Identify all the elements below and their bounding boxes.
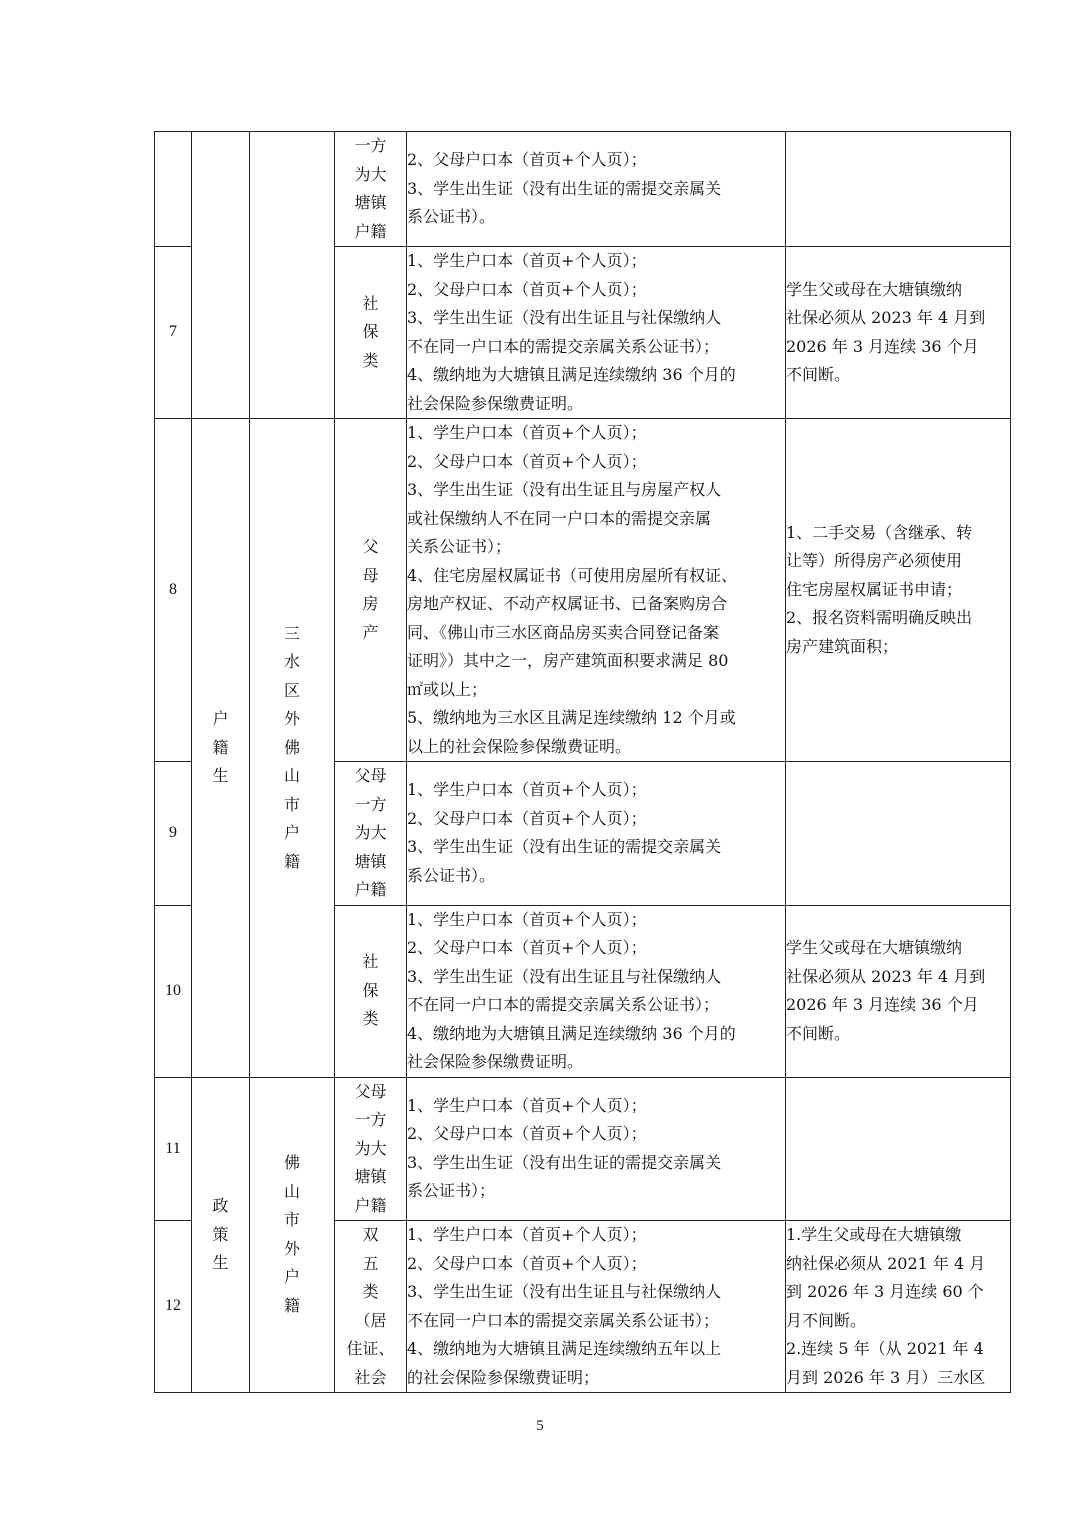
- category-cell: 社 保 类: [335, 247, 407, 419]
- category-cell: 一方 为大 塘镇 户籍: [335, 132, 407, 247]
- region-foshan-outside: 佛 山 市 外 户 籍: [250, 1077, 335, 1393]
- row-number: 11: [155, 1077, 192, 1221]
- notes-cell: [786, 1077, 1011, 1221]
- region-sanshui-outside: 三 水 区 外 佛 山 市 户 籍: [250, 419, 335, 1078]
- student-type-cell-blank: [192, 132, 250, 419]
- row-number: 12: [155, 1221, 192, 1393]
- enrollment-requirements-table: [154, 131, 1011, 1393]
- notes-cell: 1.学生父或母在大塘镇缴 纳社保必须从 2021 年 4 月 到 2026 年 3 月连续 60 个 月不间断。 2.连续 5 年（从 2021 年 4 月到 2026 年 3 月）三水区: [786, 1221, 1011, 1393]
- category-cell: 父母 一方 为大 塘镇 户籍: [335, 762, 407, 906]
- notes-cell: 1、二手交易（含继承、转 让等）所得房产必须使用 住宅房屋权属证书申请； 2、报名资料需明确反映出 房产建筑面积；: [786, 419, 1011, 762]
- requirements-cell: 1、学生户口本（首页+个人页）； 2、父母户口本（首页+个人页）； 3、学生出生证（没有出生证的需提交亲属关 系公证书）；: [407, 1077, 786, 1221]
- notes-cell: [786, 132, 1011, 247]
- student-type-zhengce: 政 策 生: [192, 1077, 250, 1393]
- requirements-cell: 1、学生户口本（首页+个人页）； 2、父母户口本（首页+个人页）； 3、学生出生证（没有出生证且与房屋产权人 或社保缴纳人不在同一户口本的需提交亲属 关系公证书）； 4、住宅房屋权属证书（可使用房屋所有权证、 房地产权证、不动产权属证书、已备案购房合 同、《佛山市三水区商品房买卖合同登记备案 证明》）其中之一，房产建筑面积要求满足 80 ㎡或以上； 5、缴纳地为三水区且满足连续缴纳 12 个月或 以上的社会保险参保缴费证明。: [407, 419, 786, 762]
- row-number: 10: [155, 905, 192, 1077]
- category-cell: 社 保 类: [335, 905, 407, 1077]
- requirements-cell: 2、父母户口本（首页+个人页）； 3、学生出生证（没有出生证的需提交亲属关 系公证书）。: [407, 132, 786, 247]
- row-number: 8: [155, 419, 192, 762]
- notes-cell: 学生父或母在大塘镇缴纳 社保必须从 2023 年 4 月到 2026 年 3 月连续 36 个月 不间断。: [786, 247, 1011, 419]
- notes-cell: 学生父或母在大塘镇缴纳 社保必须从 2023 年 4 月到 2026 年 3 月连续 36 个月 不间断。: [786, 905, 1011, 1077]
- table-row: [155, 1077, 1011, 1221]
- notes-cell: [786, 762, 1011, 906]
- requirements-cell: 1、学生户口本（首页+个人页）； 2、父母户口本（首页+个人页）； 3、学生出生证（没有出生证且与社保缴纳人 不在同一户口本的需提交亲属关系公证书）； 4、缴纳地为大塘镇且满足连续缴纳 36 个月的 社会保险参保缴费证明。: [407, 905, 786, 1077]
- requirements-cell: 1、学生户口本（首页+个人页）； 2、父母户口本（首页+个人页）； 3、学生出生证（没有出生证且与社保缴纳人 不在同一户口本的需提交亲属关系公证书）； 4、缴纳地为大塘镇且满足连续缴纳五年以上 的社会保险参保缴费证明；: [407, 1221, 786, 1393]
- category-cell: 父 母 房 产: [335, 419, 407, 762]
- category-cell: 双 五 类 （居 住证、 社会: [335, 1221, 407, 1393]
- page-number: 5: [536, 1418, 544, 1434]
- region-cell-blank: [250, 132, 335, 419]
- table-row: [155, 132, 1011, 247]
- category-cell: 父母 一方 为大 塘镇 户籍: [335, 1077, 407, 1221]
- row-number: [155, 132, 192, 247]
- student-type-huji: 户 籍 生: [192, 419, 250, 1078]
- row-number: 9: [155, 762, 192, 906]
- table-row: [155, 419, 1011, 762]
- row-number: 7: [155, 247, 192, 419]
- requirements-cell: 1、学生户口本（首页+个人页）； 2、父母户口本（首页+个人页）； 3、学生出生证（没有出生证且与社保缴纳人 不在同一户口本的需提交亲属关系公证书）； 4、缴纳地为大塘镇且满足连续缴纳 36 个月的 社会保险参保缴费证明。: [407, 247, 786, 419]
- requirements-cell: 1、学生户口本（首页+个人页）； 2、父母户口本（首页+个人页）； 3、学生出生证（没有出生证的需提交亲属关 系公证书）。: [407, 762, 786, 906]
